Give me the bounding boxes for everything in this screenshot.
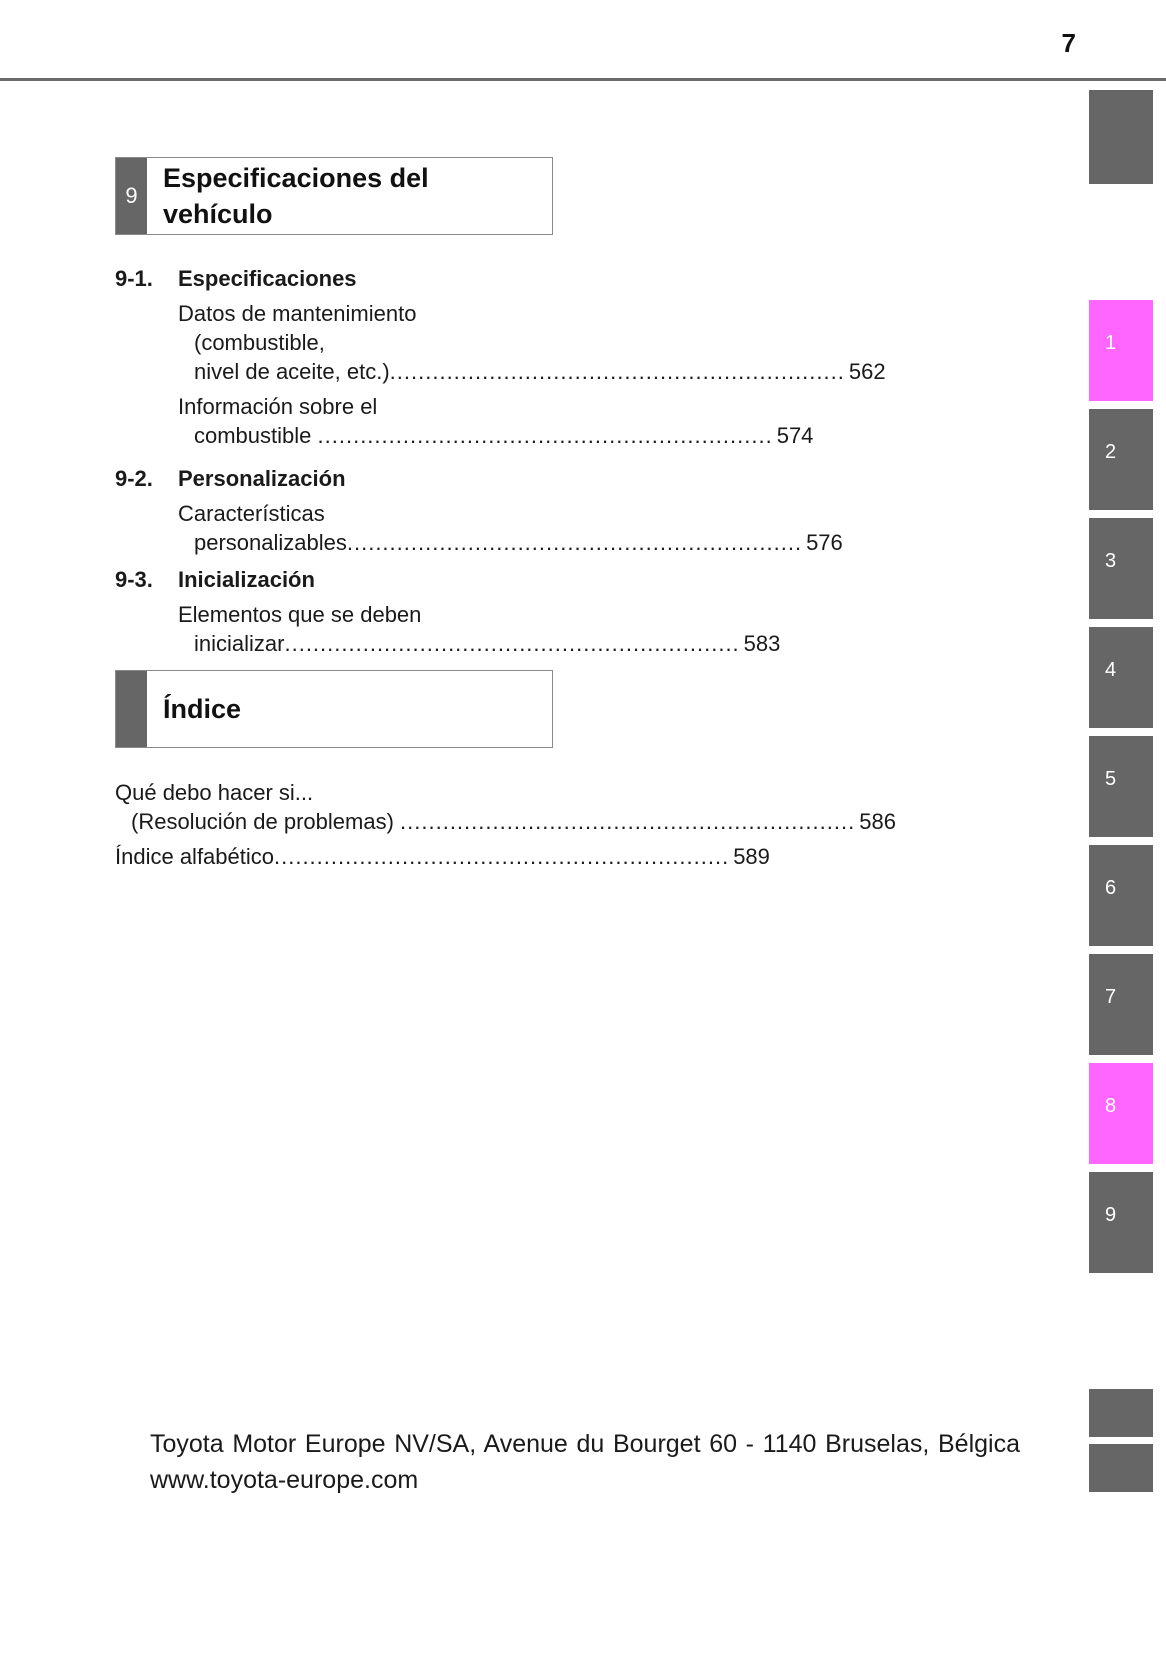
index-title: Índice: [163, 694, 242, 724]
toc-entry-text: combustible: [194, 423, 318, 448]
index-entry-line: Qué debo hacer si...: [115, 780, 314, 805]
toc-page-number: 562: [848, 359, 886, 384]
index-entry-indice-alfabetico[interactable]: [115, 842, 770, 871]
toc-heading-title: Inicialización: [178, 567, 315, 592]
side-tab-7[interactable]: 7: [1089, 954, 1153, 1055]
toc-leader-dots: ................................................................: [389, 359, 845, 384]
section-number-tab: [116, 671, 147, 747]
toc-leader-dots: ................................................................: [346, 530, 803, 555]
section-number-tab: 9: [116, 158, 147, 234]
side-tab-1[interactable]: 1: [1089, 300, 1153, 401]
toc-entry-line: Características: [178, 501, 325, 526]
toc-leader-dots: ................................................................: [317, 423, 773, 448]
toc-entry-lastline: [178, 357, 886, 386]
section-9-header: [115, 157, 553, 235]
toc-entry-elementos-inicializar[interactable]: [178, 600, 781, 658]
side-tab-5[interactable]: 5: [1089, 736, 1153, 837]
top-rule: [0, 78, 1166, 81]
index-entry-lastline: [115, 807, 896, 836]
toc-entry-line: Datos de mantenimiento: [178, 301, 417, 326]
toc-entry-text: personalizables: [194, 530, 347, 555]
toc-entry-caracteristicas[interactable]: [178, 499, 843, 557]
index-section-header: [115, 670, 553, 748]
toc-entry-lastline: [178, 629, 781, 658]
index-entry-text: (Resolución de problemas): [131, 809, 401, 834]
toc-heading-number: 9-3.: [115, 567, 153, 592]
toc-page-number: 583: [743, 631, 781, 656]
side-tab-blank-top[interactable]: [1089, 90, 1153, 184]
toc-heading-9-3[interactable]: [115, 565, 315, 594]
footer-publisher: Toyota Motor Europe NV/SA, Avenue du Bourget 60 - 1140 Bruselas, Bélgica www.toyota-europe.com: [150, 1430, 1020, 1494]
side-tab-2[interactable]: 2: [1089, 409, 1153, 510]
toc-heading-title: Personalización: [178, 466, 346, 491]
toc-heading-number: 9-1.: [115, 266, 153, 291]
section-title-line2: vehículo: [163, 199, 273, 229]
toc-entry-line: Elementos que se deben: [178, 602, 422, 627]
toc-page-number: 589: [733, 844, 770, 869]
side-tab-9[interactable]: 9: [1089, 1172, 1153, 1273]
side-tab-blank-bottom-2[interactable]: [1089, 1444, 1153, 1492]
toc-page-number: 576: [806, 530, 843, 555]
side-tab-blank-bottom-1[interactable]: [1089, 1389, 1153, 1437]
toc-entry-lastline: [178, 421, 814, 450]
index-entry-lastline: [115, 842, 770, 871]
index-entry-text: Índice alfabético: [115, 844, 274, 869]
side-tab-6[interactable]: 6: [1089, 845, 1153, 946]
section-title-line1: Especificaciones del: [163, 163, 429, 193]
toc-heading-title: Especificaciones: [178, 266, 357, 291]
toc-entry-text: nivel de aceite, etc.): [194, 359, 390, 384]
toc-leader-dots: ................................................................: [274, 844, 730, 869]
side-tab-4[interactable]: 4: [1089, 627, 1153, 728]
toc-entry-informacion-combustible[interactable]: [178, 392, 814, 450]
toc-leader-dots: ................................................................: [284, 631, 740, 656]
toc-entry-line: Información sobre el: [178, 394, 378, 419]
page-number: 7: [1061, 28, 1076, 58]
toc-heading-9-2[interactable]: [115, 464, 346, 493]
toc-heading-9-1[interactable]: [115, 264, 357, 293]
toc-entry-line: (combustible,: [194, 330, 325, 355]
toc-heading-number: 9-2.: [115, 466, 153, 491]
section-title: [163, 158, 543, 234]
toc-entry-lastline: [178, 528, 843, 557]
toc-entry-text: inicializar: [194, 631, 285, 656]
side-tab-3[interactable]: 3: [1089, 518, 1153, 619]
toc-page-number: 574: [776, 423, 814, 448]
side-tab-8[interactable]: 8: [1089, 1063, 1153, 1164]
index-entry-resolucion-problemas[interactable]: [115, 778, 896, 836]
toc-leader-dots: ................................................................: [400, 809, 856, 834]
toc-entry-datos-mantenimiento[interactable]: [178, 299, 886, 386]
toc-page-number: 586: [859, 809, 896, 834]
